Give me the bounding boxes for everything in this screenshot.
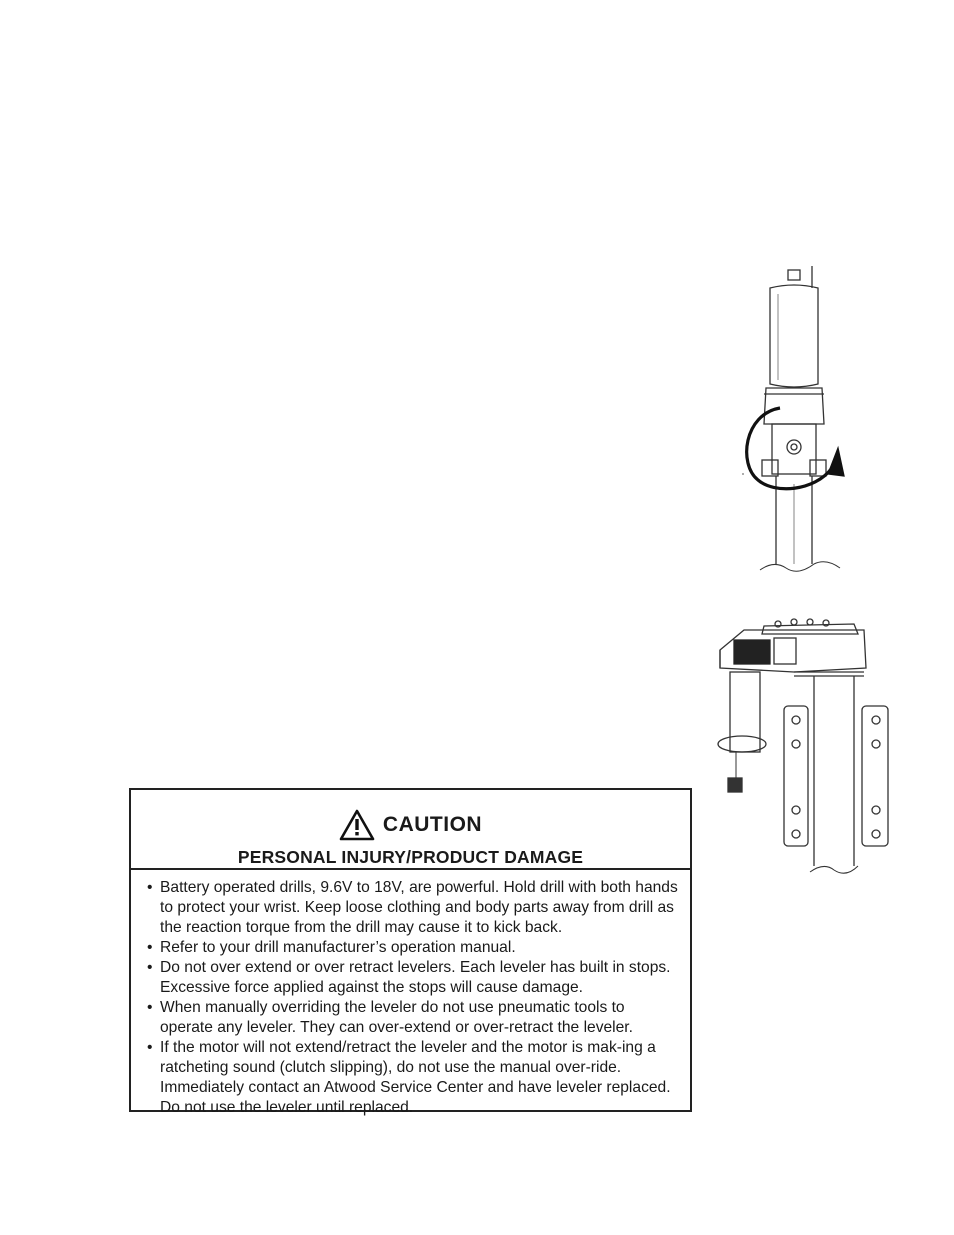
caution-list [131,870,690,1118]
caution-box [129,788,692,1116]
caution-item: • If the motor will not extend/retract the leveler and the motor is mak-ing a ratcheting sound (clutch slipping), do not use the manual over-ride. Immediately contact an Atwood Service Center and have leveler replaced. Do not use the leveler until replaced. [145,1038,680,1118]
caution-item: • Refer to your drill manufacturer’s operation manual. [145,938,680,958]
caution-header [131,790,690,870]
warning-triangle-icon [339,809,375,841]
leveler-bracket-illustration [714,610,898,876]
caution-item: • When manually overriding the leveler do not use pneumatic tools to operate any leveler. They can over-extend or over-retract the leveler. [145,998,680,1038]
caution-title-row [131,790,690,842]
caution-title: CAUTION [382,813,483,836]
caution-item: • Do not over extend or over retract levelers. Each leveler has built in stops. Excessive force applied against the stops will cause damage. [145,958,680,998]
leveler-rotation-illustration [714,264,874,574]
caution-item: • Battery operated drills, 9.6V to 18V, are powerful. Hold drill with both hands to protect your wrist. Keep loose clothing and body parts away from drill as the reaction torque from the drill may cause it to kick back. [145,878,680,938]
caution-subtitle: PERSONAL INJURY/PRODUCT DAMAGE [237,847,584,867]
